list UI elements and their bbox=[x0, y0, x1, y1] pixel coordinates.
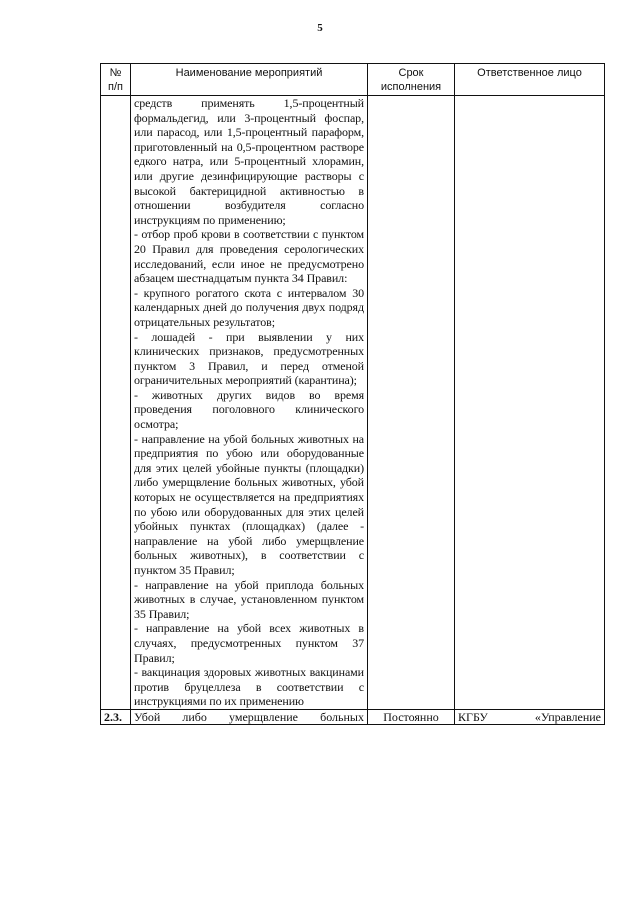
measures-table bbox=[100, 63, 605, 725]
measure-description: Убой либо умерщвление больных bbox=[131, 709, 368, 724]
measure-paragraph: - направление на убой приплода больных животных в случае, установленном пунктом 35 Правил; bbox=[134, 577, 364, 621]
header-measure-name: Наименование мероприятий bbox=[131, 64, 368, 96]
measure-paragraph: - крупного рогатого скота с интервалом 30 календарных дней до получения двух подряд отрицательных результатов; bbox=[134, 285, 364, 329]
measure-paragraph: - направление на убой всех животных в случаях, предусмотренных пунктом 37 Правил; bbox=[134, 621, 364, 665]
row-number bbox=[101, 96, 131, 710]
table-header-row bbox=[101, 64, 605, 96]
measure-description bbox=[131, 96, 368, 710]
term-cell: Постоянно bbox=[368, 709, 455, 724]
measure-paragraph: - лошадей - при выявлении у них клинических признаков, предусмотренных пунктом 3 Правил, и перед отменой ограничительных мероприятий (карантина); bbox=[134, 329, 364, 388]
header-term: Срок исполнения bbox=[368, 64, 455, 96]
measure-paragraph: - направление на убой больных животных на предприятия по убою или оборудованные для этих целей убойные пункты (площадки) либо умерщвление больных животных, убой которых не осуществляется на предприятиях по убою или оборудованных для этих целей убойных пунктах (площадках) (далее - направление на убой либо умерщвление больных животных), в соответствии с пунктом 35 Правил; bbox=[134, 431, 364, 577]
measure-paragraph: - отбор проб крови в соответствии с пунктом 20 Правил для проведения серологических исследований, если иное не предусмотрено абзацем шестнадцатым пункта 34 Правил: bbox=[134, 227, 364, 286]
row-number: 2.3. bbox=[101, 709, 131, 724]
table-row bbox=[101, 709, 605, 724]
measure-paragraph: - животных других видов во время проведения поголовного клинического осмотра; bbox=[134, 387, 364, 432]
responsible-cell: КГБУ «Управление bbox=[455, 709, 605, 724]
measure-paragraph: средств применять 1,5-процентный формальдегид, или 3-процентный фоспар, или парасод, или 1,5-процентный параформ, приготовленный на 0,5-процентном растворе едкого натра, или 5-процентный хлорамин, или другие дезинфицирующие растворы с высокой бактерицидной активностью в отношении возбудителя согласно инструкциям по применению; bbox=[134, 96, 364, 227]
header-number: № п/п bbox=[101, 64, 131, 96]
term-cell bbox=[368, 96, 455, 710]
page-number: 5 bbox=[317, 22, 323, 34]
measure-paragraph: - вакцинация здоровых животных вакцинами против бруцеллеза в соответствии с инструкциями по их применению bbox=[134, 665, 364, 709]
responsible-cell bbox=[455, 96, 605, 710]
table-row bbox=[101, 96, 605, 710]
header-responsible: Ответственное лицо bbox=[455, 64, 605, 96]
